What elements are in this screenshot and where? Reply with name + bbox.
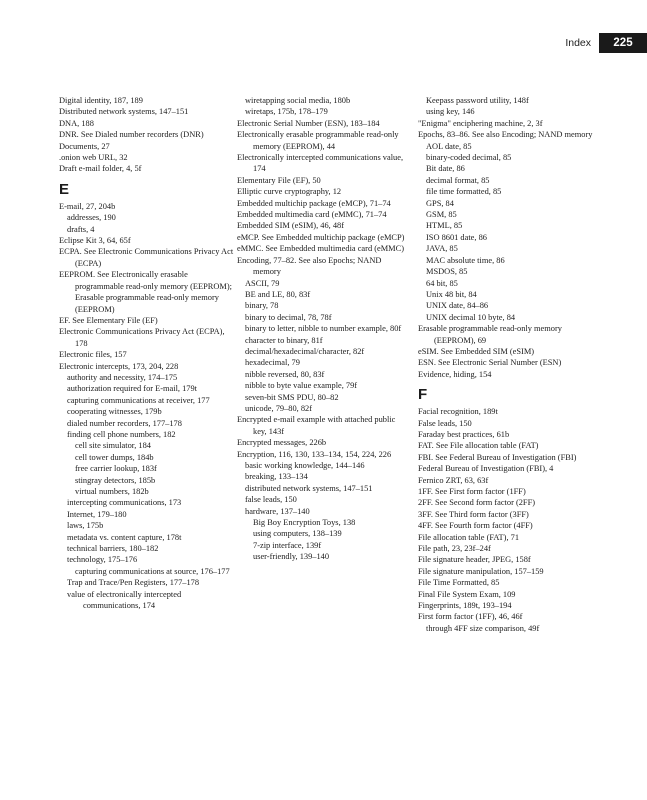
index-subentry: UNIX date, 84–86 xyxy=(426,301,489,311)
index-subentry: JAVA, 85 xyxy=(426,244,458,254)
index-subentry: through 4FF size comparison, 49f xyxy=(426,623,540,633)
index-subentry: metadata vs. content capture, 178t xyxy=(67,532,182,542)
index-entry: eSIM. See Embedded SIM (eSIM) xyxy=(418,346,535,356)
index-entry: Federal Bureau of Investigation (FBI), 4 xyxy=(418,464,554,474)
index-entry: Final File System Exam, 109 xyxy=(418,589,516,599)
index-entry: Distributed network systems, 147–151 xyxy=(59,107,189,117)
index-entry: File path, 23, 23f–24f xyxy=(418,544,491,554)
index-subentry: Big Boy Encryption Toys, 138 xyxy=(253,518,356,528)
index-subentry: value of electronically intercepted communications, 174 xyxy=(67,589,182,611)
index-column-3 xyxy=(418,95,598,634)
index-subentry: virtual numbers, 182b xyxy=(75,487,149,496)
index-subentry: wiretaps, 175b, 178–179 xyxy=(245,107,328,117)
index-subentry: nibble to byte value example, 79f xyxy=(245,381,358,391)
index-subentry: false leads, 150 xyxy=(245,495,297,505)
index-entry: Elliptic curve cryptography, 12 xyxy=(237,187,342,197)
index-entry: Documents, 27 xyxy=(59,141,110,151)
index-letter-heading: E xyxy=(59,180,70,198)
index-subentry: drafts, 4 xyxy=(67,224,95,234)
index-subentry: authorization required for E-mail, 179t xyxy=(67,384,198,394)
index-subentry: decimal/hexadecimal/character, 82f xyxy=(245,346,365,356)
index-subentry: finding cell phone numbers, 182 xyxy=(67,429,176,439)
index-entry: eMCP. See Embedded multichip package (eMCP) xyxy=(237,232,405,242)
index-subentry: user-friendly, 139–140 xyxy=(253,552,330,562)
index-subentry: cell site simulator, 184 xyxy=(75,441,151,451)
index-subentry: BE and LE, 80, 83f xyxy=(245,289,311,299)
index-entry: Eclipse Kit 3, 64, 65f xyxy=(59,236,131,246)
index-entry: Electronic files, 157 xyxy=(59,350,127,360)
index-subentry: Bit date, 86 xyxy=(426,164,465,174)
index-entry: Encrypted messages, 226b xyxy=(237,438,327,448)
index-subentry: stingray detectors, 185b xyxy=(75,475,156,485)
index-entry: 4FF. See Fourth form factor (4FF) xyxy=(418,521,533,531)
index-subentry: free carrier lookup, 183f xyxy=(75,464,157,474)
index-column-2 xyxy=(237,95,411,563)
index-entry: eMMC. See Embedded multimedia card (eMMC) xyxy=(237,244,404,254)
index-entry: .onion web URL, 32 xyxy=(59,153,128,163)
index-entry: Encryption, 116, 130, 133–134, 154, 224, 226 xyxy=(237,449,392,459)
index-entry: 3FF. See Third form factor (3FF) xyxy=(418,509,529,519)
index-subentry: file time formatted, 85 xyxy=(426,187,502,197)
index-letter-heading: F xyxy=(418,386,428,404)
index-entry: Electronic Serial Number (ESN), 183–184 xyxy=(237,118,380,128)
index-entry: 2FF. See Second form factor (2FF) xyxy=(418,498,536,508)
index-entry: Electronic intercepts, 173, 204, 228 xyxy=(59,361,179,371)
index-subentry: binary-coded decimal, 85 xyxy=(426,153,512,163)
index-subentry: binary to decimal, 78, 78f xyxy=(245,312,332,322)
index-entry: Fingerprints, 189t, 193–194 xyxy=(418,601,512,611)
index-subentry: MSDOS, 85 xyxy=(426,267,468,277)
index-entry: ECPA. See Electronic Communications Privacy Act (ECPA) xyxy=(59,247,234,268)
index-entry: DNR. See Dialed number recorders (DNR) xyxy=(59,130,204,140)
index-subentry: using computers, 138–139 xyxy=(253,529,342,539)
index-subentry: intercepting communications, 173 xyxy=(67,498,182,508)
index-subentry: ASCII, 79 xyxy=(245,278,280,288)
index-entry: Embedded SIM (eSIM), 46, 48f xyxy=(237,221,344,231)
index-subentry: seven-bit SMS PDU, 80–82 xyxy=(245,392,339,402)
index-subentry: hexadecimal, 79 xyxy=(245,358,300,368)
index-subentry: Internet, 179–180 xyxy=(67,509,127,519)
page-number: 225 xyxy=(599,33,647,53)
index-entry: Electronic Communications Privacy Act (ECPA), 178 xyxy=(59,327,225,348)
index-subentry: laws, 175b xyxy=(67,521,104,531)
index-entry: FAT. See File allocation table (FAT) xyxy=(418,441,539,451)
index-subentry: ISO 8601 date, 86 xyxy=(426,232,487,242)
index-entry: File allocation table (FAT), 71 xyxy=(418,532,520,542)
index-entry: Embedded multichip package (eMCP), 71–74 xyxy=(237,198,391,208)
index-entry: Electronically erasable programmable read-only memory (EEPROM), 44 xyxy=(237,130,399,151)
index-entry: EF. See Elementary File (EF) xyxy=(59,315,158,325)
index-entry: Facial recognition, 189t xyxy=(418,407,498,417)
index-entry: EEPROM. See Electronically erasable programmable read-only memory (EEPROM); Erasable programmable read-only memory (EEPROM) xyxy=(59,270,232,314)
index-subentry: cooperating witnesses, 179b xyxy=(67,407,162,417)
index-entry: FBI. See Federal Bureau of Investigation (FBI) xyxy=(418,452,577,462)
index-subentry: Trap and Trace/Pen Registers, 177–178 xyxy=(67,578,200,588)
index-entry: Draft e-mail folder, 4, 5f xyxy=(59,164,142,174)
running-head-title: Index xyxy=(565,37,591,49)
index-subentry: basic working knowledge, 144–146 xyxy=(245,461,365,470)
index-subentry: character to binary, 81f xyxy=(245,335,323,345)
index-entry: 1FF. See First form factor (1FF) xyxy=(418,487,526,496)
index-entry: Elementary File (EF), 50 xyxy=(237,175,321,185)
index-subentry: decimal format, 85 xyxy=(426,175,490,185)
index-entry: Fernico ZRT, 63, 63f xyxy=(418,475,489,485)
index-subentry: binary to letter, nibble to number example, 80f xyxy=(245,324,402,334)
index-subentry: 7-zip interface, 139f xyxy=(253,540,322,550)
index-entry: Digital identity, 187, 189 xyxy=(59,96,143,105)
index-entry: File signature manipulation, 157–159 xyxy=(418,566,544,576)
index-entry: Erasable programmable read-only memory (EEPROM), 69 xyxy=(418,324,562,345)
index-subentry: addresses, 190 xyxy=(67,213,116,223)
index-subentry: MAC absolute time, 86 xyxy=(426,255,505,265)
index-subentry: AOL date, 85 xyxy=(426,141,472,151)
index-entry: Encrypted e-mail example with attached public key, 143f xyxy=(237,415,396,436)
index-subentry: wiretapping social media, 180b xyxy=(245,96,351,105)
index-entry: ESN. See Electronic Serial Number (ESN) xyxy=(418,358,562,368)
index-entry: First form factor (1FF), 46, 46f xyxy=(418,612,523,622)
index-subentry: nibble reversed, 80, 83f xyxy=(245,369,325,379)
index-subentry: capturing communications at receiver, 177 xyxy=(67,395,210,405)
index-subentry: dialed number recorders, 177–178 xyxy=(67,418,182,428)
index-entry: File signature header, JPEG, 158f xyxy=(418,555,531,565)
index-subentry: using key, 146 xyxy=(426,107,475,117)
index-subentry: Keepass password utility, 148f xyxy=(426,96,529,105)
index-entry: Electronically intercepted communications value, 174 xyxy=(237,153,404,174)
index-subentry: GPS, 84 xyxy=(426,198,454,208)
index-subentry: technology, 175–176 xyxy=(67,555,138,565)
index-column-1 xyxy=(59,95,235,611)
index-subentry: technical barriers, 180–182 xyxy=(67,544,159,554)
index-subentry: 64 bit, 85 xyxy=(426,278,458,288)
index-entry: Evidence, hiding, 154 xyxy=(418,369,492,379)
index-subentry: distributed network systems, 147–151 xyxy=(245,483,373,493)
index-entry: "Enigma" enciphering machine, 2, 3f xyxy=(418,118,543,128)
index-entry: Encoding, 77–82. See also Epochs; NAND memory xyxy=(237,255,382,277)
index-subentry: hardware, 137–140 xyxy=(245,506,310,516)
index-subentry: GSM, 85 xyxy=(426,210,457,220)
index-subentry: capturing communications at source, 176–177 xyxy=(75,566,230,576)
index-entry: Faraday best practices, 61b xyxy=(418,429,510,439)
index-entry: Epochs, 83–86. See also Encoding; NAND memory xyxy=(418,130,593,140)
index-entry: E-mail, 27, 204b xyxy=(59,201,116,211)
index-subentry: authority and necessity, 174–175 xyxy=(67,372,178,382)
index-subentry: binary, 78 xyxy=(245,301,279,311)
index-subentry: unicode, 79–80, 82f xyxy=(245,403,312,413)
index-entry: False leads, 150 xyxy=(418,418,472,428)
index-subentry: HTML, 85 xyxy=(426,221,463,231)
index-entry: DNA, 188 xyxy=(59,118,94,128)
index-subentry: cell tower dumps, 184b xyxy=(75,452,154,462)
page-header xyxy=(565,33,647,53)
index-subentry: Unix 48 bit, 84 xyxy=(426,289,477,299)
index-entry: File Time Formatted, 85 xyxy=(418,578,500,588)
index-subentry: breaking, 133–134 xyxy=(245,472,308,482)
index-entry: Embedded multimedia card (eMMC), 71–74 xyxy=(237,210,387,220)
index-subentry: UNIX decimal 10 byte, 84 xyxy=(426,312,516,322)
